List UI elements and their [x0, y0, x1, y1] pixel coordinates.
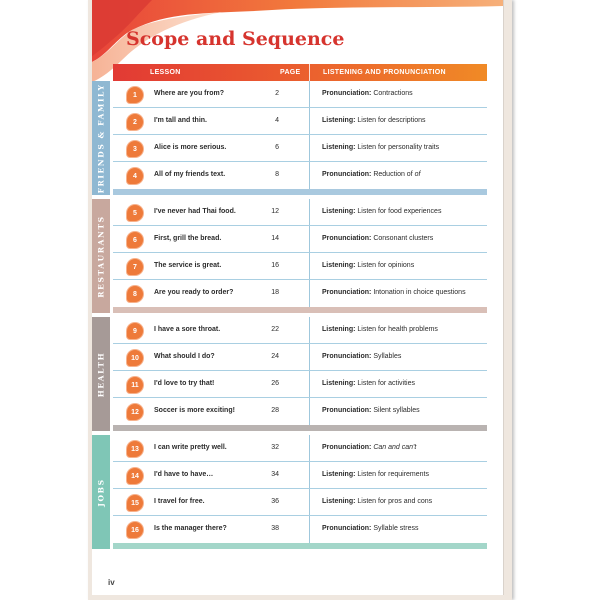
lesson-number-badge: 5: [127, 205, 143, 221]
lesson-number-badge: 2: [127, 114, 143, 130]
lesson-page: 24: [271, 353, 279, 360]
lesson-page: 18: [271, 289, 279, 296]
lesson-page: 16: [271, 262, 279, 269]
lesson-skill: [322, 380, 415, 387]
section-tab-label: HEALTH: [96, 351, 106, 397]
lesson-title: I travel for free.: [154, 498, 205, 505]
table-row: [113, 135, 487, 162]
lesson-page: 32: [271, 444, 279, 451]
lesson-title: I have a sore throat.: [154, 326, 221, 333]
skill-text: Listen for descriptions: [357, 117, 426, 124]
lesson-title: The service is great.: [154, 262, 222, 269]
lesson-page: 36: [271, 498, 279, 505]
page-number: iv: [108, 578, 115, 587]
lesson-skill: [322, 262, 414, 269]
lesson-skill: [322, 235, 433, 242]
section-divider-bar: [113, 307, 487, 313]
lesson-page: 34: [271, 471, 279, 478]
lesson-number-badge: 12: [127, 404, 143, 420]
skill-type: Listening:: [322, 326, 358, 333]
lesson-title: All of my friends text.: [154, 171, 226, 178]
skill-type: Pronunciation:: [322, 171, 374, 178]
skill-text: Reduction of: [373, 171, 415, 178]
skill-text: Listen for health problems: [357, 326, 438, 333]
section-tab: [92, 317, 110, 431]
section-tab: [92, 81, 110, 195]
table-row: [113, 199, 487, 226]
lesson-skill: [322, 444, 416, 451]
section-tab-label: RESTAURANTS: [96, 214, 106, 298]
section-restaurants: [92, 199, 504, 313]
lesson-skill: [322, 498, 432, 505]
skill-type: Pronunciation:: [322, 235, 374, 242]
lesson-title: I'd love to try that!: [154, 380, 215, 387]
lesson-page: 12: [271, 208, 279, 215]
lesson-title: What should I do?: [154, 353, 215, 360]
lesson-number-badge: 14: [127, 468, 143, 484]
lesson-title: I've never had Thai food.: [154, 208, 236, 215]
lesson-skill: [322, 289, 466, 296]
skill-type: Pronunciation:: [322, 90, 374, 97]
lesson-skill: [322, 117, 425, 124]
table-row: [113, 253, 487, 280]
lesson-skill: [322, 525, 418, 532]
lesson-page: 28: [271, 407, 279, 414]
table-row: [113, 81, 487, 108]
table-row: [113, 226, 487, 253]
lesson-skill: [322, 326, 438, 333]
section-tab-label: FRIENDS & FAMILY: [96, 83, 106, 193]
skill-text: Consonant clusters: [373, 235, 434, 242]
skill-text: Listen for activities: [357, 380, 415, 387]
table-row: [113, 108, 487, 135]
lesson-number-badge: 1: [127, 87, 143, 103]
skill-text-italic: Can and can't: [373, 444, 417, 451]
table-row: [113, 371, 487, 398]
skill-type: Pronunciation:: [322, 525, 374, 532]
table-row: [113, 435, 487, 462]
skill-type: Listening:: [322, 498, 358, 505]
skill-type: Pronunciation:: [322, 407, 374, 414]
lesson-page: 8: [275, 171, 279, 178]
skill-text: Silent syllables: [373, 407, 420, 414]
table-header: [113, 64, 487, 81]
lesson-page: 38: [271, 525, 279, 532]
lesson-title: Is the manager there?: [154, 525, 227, 532]
skill-type: Pronunciation:: [322, 353, 374, 360]
skill-text: Listen for personality traits: [357, 144, 440, 151]
table-row: [113, 344, 487, 371]
lesson-title: I can write pretty well.: [154, 444, 227, 451]
table-row: [113, 398, 487, 425]
skill-type: Listening:: [322, 208, 358, 215]
lesson-skill: [322, 144, 439, 151]
skill-type: Listening:: [322, 380, 358, 387]
skill-text: Listen for opinions: [357, 262, 415, 269]
skill-text: Intonation in choice questions: [373, 289, 466, 296]
skill-text: Contractions: [373, 90, 413, 97]
lesson-page: 14: [271, 235, 279, 242]
lesson-title: Soccer is more exciting!: [154, 407, 235, 414]
section-divider-bar: [113, 543, 487, 549]
lesson-title: Where are you from?: [154, 90, 225, 97]
section-tab: [92, 435, 110, 549]
document-page: [92, 0, 504, 595]
lesson-number-badge: 10: [127, 350, 143, 366]
skill-text: Listen for food experiences: [357, 208, 442, 215]
page-title: Scope and Sequence: [126, 28, 345, 50]
table-row: [113, 280, 487, 307]
lesson-page: 4: [275, 117, 279, 124]
skill-text: Listen for pros and cons: [357, 498, 433, 505]
lesson-number-badge: 16: [127, 522, 143, 538]
column-header-listening: LISTENING AND PRONUNCIATION: [323, 69, 446, 76]
lesson-title: I'm tall and thin.: [154, 117, 207, 124]
skill-text: Syllable stress: [373, 525, 419, 532]
lesson-page: 26: [271, 380, 279, 387]
column-header-lesson: LESSON: [150, 69, 181, 76]
lesson-title: First, grill the bread.: [154, 235, 222, 242]
lesson-number-badge: 8: [127, 286, 143, 302]
lesson-title: Alice is more serious.: [154, 144, 227, 151]
lesson-number-badge: 6: [127, 232, 143, 248]
lesson-skill: [322, 171, 420, 178]
table-row: [113, 489, 487, 516]
lesson-skill: [322, 471, 429, 478]
skill-text: Syllables: [373, 353, 402, 360]
lesson-number-badge: 15: [127, 495, 143, 511]
header-divider: [309, 64, 310, 81]
skill-type: Listening:: [322, 117, 358, 124]
section-tab: [92, 199, 110, 313]
section-divider-bar: [113, 189, 487, 195]
lesson-page: 2: [275, 90, 279, 97]
skill-type: Listening:: [322, 144, 358, 151]
lesson-number-badge: 13: [127, 441, 143, 457]
lesson-skill: [322, 407, 420, 414]
lesson-number-badge: 11: [127, 377, 143, 393]
lesson-title: Are you ready to order?: [154, 289, 234, 296]
skill-type: Listening:: [322, 262, 358, 269]
skill-text-italic: of: [414, 171, 421, 178]
lesson-page: 22: [271, 326, 279, 333]
lesson-page: 6: [275, 144, 279, 151]
skill-text: Listen for requirements: [357, 471, 429, 478]
lesson-number-badge: 3: [127, 141, 143, 157]
section-tab-label: JOBS: [96, 477, 106, 507]
lesson-skill: [322, 90, 413, 97]
lesson-number-badge: 7: [127, 259, 143, 275]
table-row: [113, 317, 487, 344]
skill-type: Pronunciation:: [322, 444, 374, 451]
section-friends-family: [92, 81, 504, 195]
table-row: [113, 516, 487, 543]
lesson-skill: [322, 208, 441, 215]
column-header-page: PAGE: [280, 69, 301, 76]
lesson-skill: [322, 353, 401, 360]
lesson-title: I'd have to have…: [154, 471, 214, 478]
skill-type: Listening:: [322, 471, 358, 478]
skill-type: Pronunciation:: [322, 289, 374, 296]
section-jobs: [92, 435, 504, 549]
table-row: [113, 462, 487, 489]
lesson-number-badge: 4: [127, 168, 143, 184]
section-divider-bar: [113, 425, 487, 431]
lesson-number-badge: 9: [127, 323, 143, 339]
table-row: [113, 162, 487, 189]
section-health: [92, 317, 504, 431]
